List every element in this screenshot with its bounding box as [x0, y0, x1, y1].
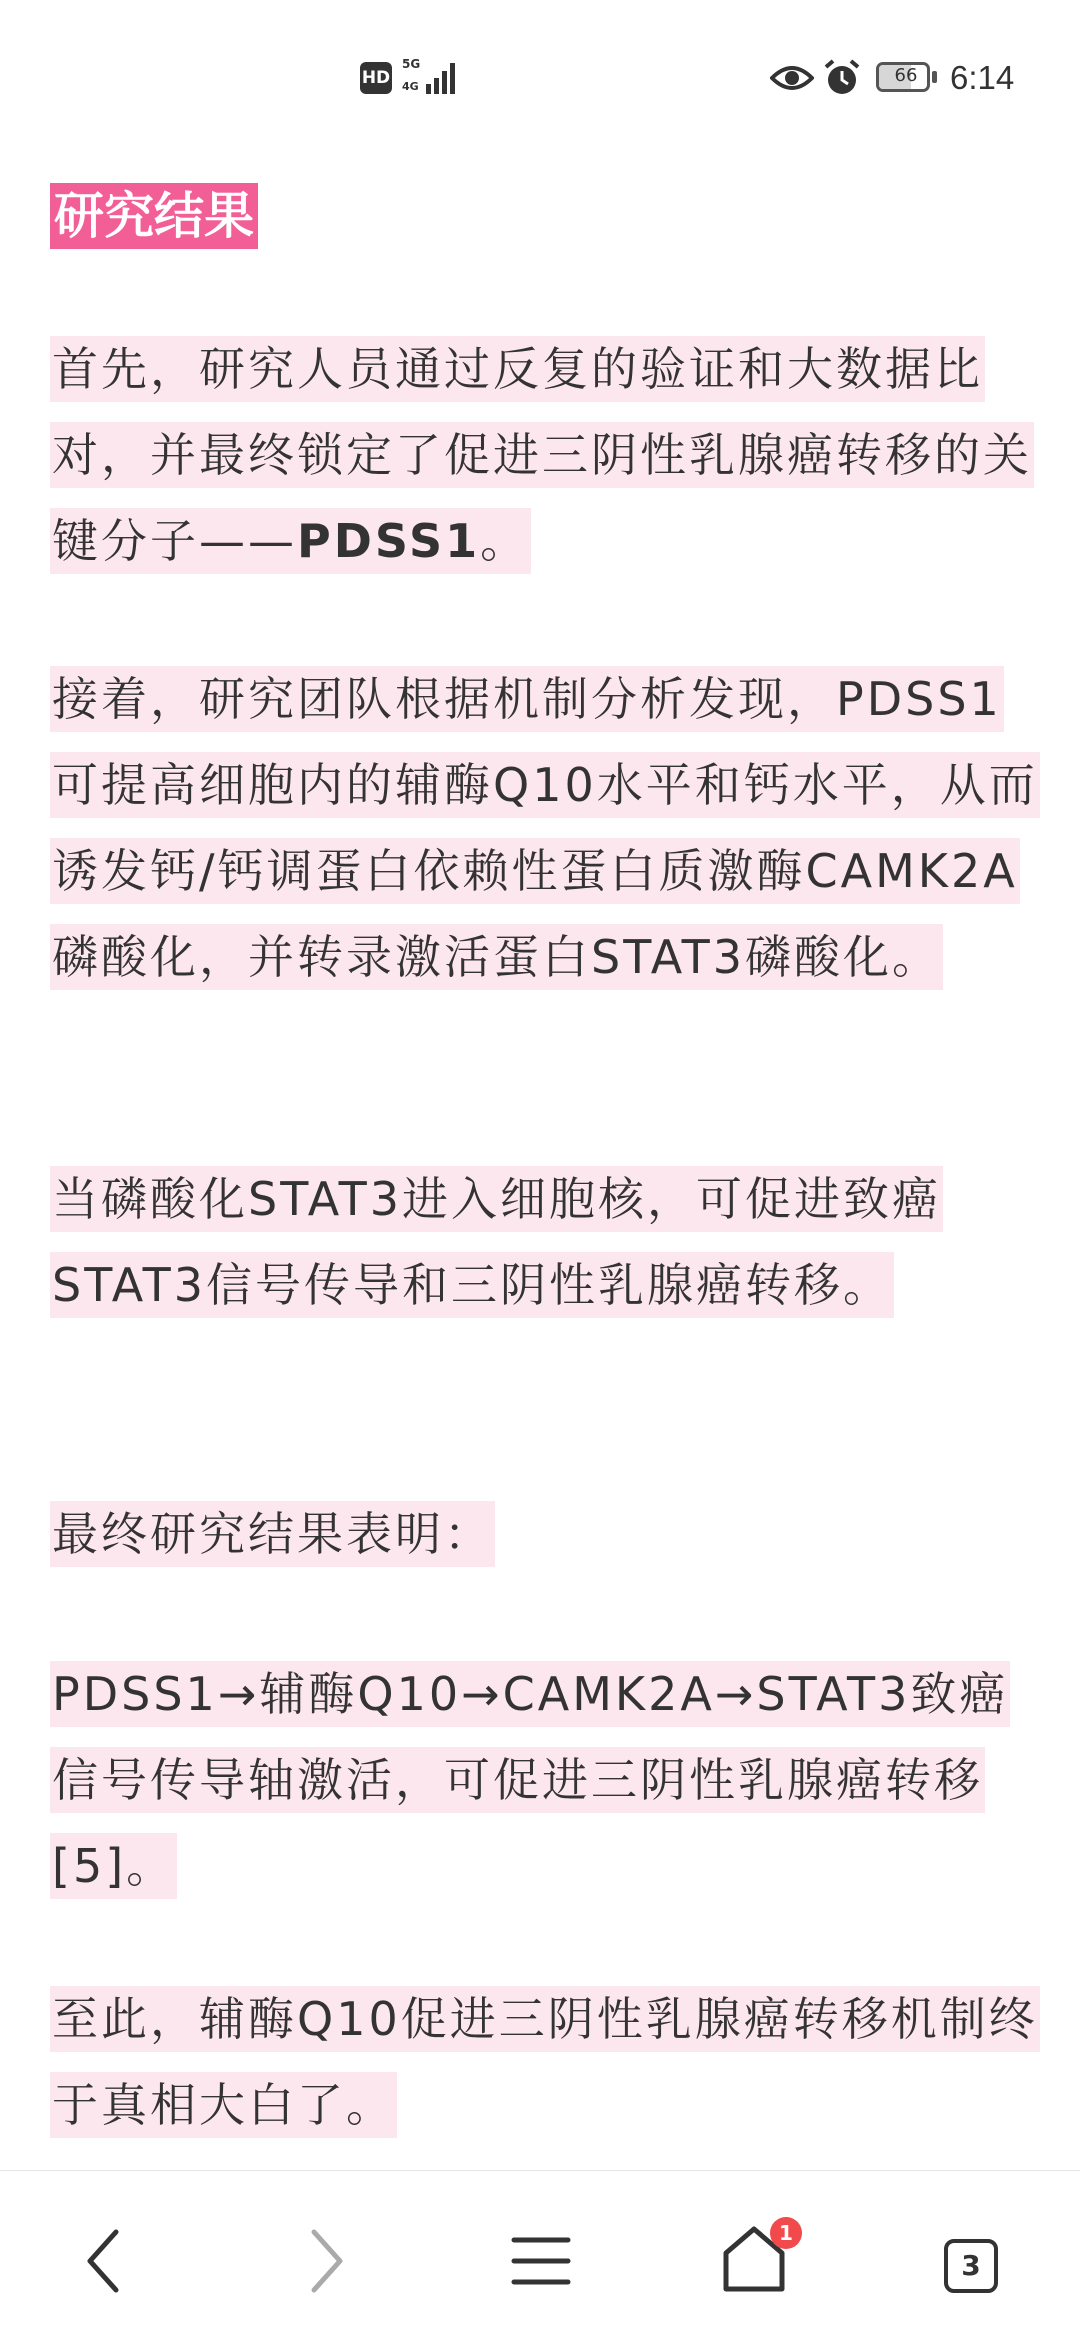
- hd-voice-icon: HD: [360, 62, 392, 94]
- paragraph-4-text: 最终研究结果表明：: [50, 1501, 495, 1567]
- menu-button[interactable]: [466, 2171, 606, 2341]
- paragraph-1-keyword: PDSS1: [297, 514, 481, 568]
- home-notification-badge: 1: [770, 2217, 802, 2249]
- battery-icon: [876, 62, 938, 94]
- bottom-navigation-bar: [0, 2170, 1080, 2341]
- status-bar: [0, 0, 1080, 150]
- paragraph-4: [50, 1491, 1040, 1577]
- paragraph-3-text: 当磷酸化STAT3进入细胞核，可促进致癌STAT3信号传导和三阴性乳腺癌转移。: [50, 1166, 943, 1318]
- paragraph-2: [50, 656, 1040, 1000]
- back-icon: [76, 2226, 136, 2296]
- forward-icon: [296, 2226, 356, 2296]
- network-type-label: 5G: [402, 57, 421, 71]
- paragraph-1-highlight: [50, 336, 1034, 574]
- signal-icon: [402, 58, 462, 100]
- network-sub-label: 4G: [402, 80, 419, 93]
- tabs-button[interactable]: 3: [944, 2239, 998, 2293]
- paragraph-6: [50, 1976, 1040, 2148]
- battery-nub: [932, 71, 937, 83]
- forward-button[interactable]: [256, 2171, 396, 2341]
- article-content: [50, 176, 1040, 2132]
- eye-comfort-icon: [770, 60, 814, 96]
- status-time: 6:14: [950, 59, 1015, 96]
- paragraph-5: [50, 1651, 1040, 1909]
- paragraph-3: [50, 1156, 1040, 1328]
- home-button[interactable]: [686, 2171, 826, 2341]
- alarm-icon: [822, 58, 862, 98]
- paragraph-1: [50, 326, 1040, 584]
- back-button[interactable]: [36, 2171, 176, 2341]
- paragraph-2-text: 接着，研究团队根据机制分析发现，PDSS1可提高细胞内的辅酶Q10水平和钙水平，从而诱发钙/钙调蛋白依赖性蛋白质激酶CAMK2A磷酸化，并转录激活蛋白STAT3磷酸化。: [50, 666, 1040, 990]
- battery-level-text: 66: [894, 65, 918, 86]
- paragraph-6-text: 至此，辅酶Q10促进三阴性乳腺癌转移机制终于真相大白了。: [50, 1986, 1040, 2138]
- battery-body: [876, 62, 930, 92]
- paragraph-1-text: 首先，研究人员通过反复的验证和大数据比对，并最终锁定了促进三阴性乳腺癌转移的关键分子——: [52, 342, 1032, 568]
- paragraph-1-end: 。: [480, 514, 530, 568]
- signal-bars-icon: [424, 58, 462, 94]
- section-heading: 研究结果: [50, 183, 258, 249]
- paragraph-5-text: PDSS1→辅酶Q10→CAMK2A→STAT3致癌信号传导轴激活，可促进三阴性乳腺癌转移[5]。: [50, 1661, 1010, 1899]
- menu-icon: [506, 2226, 576, 2296]
